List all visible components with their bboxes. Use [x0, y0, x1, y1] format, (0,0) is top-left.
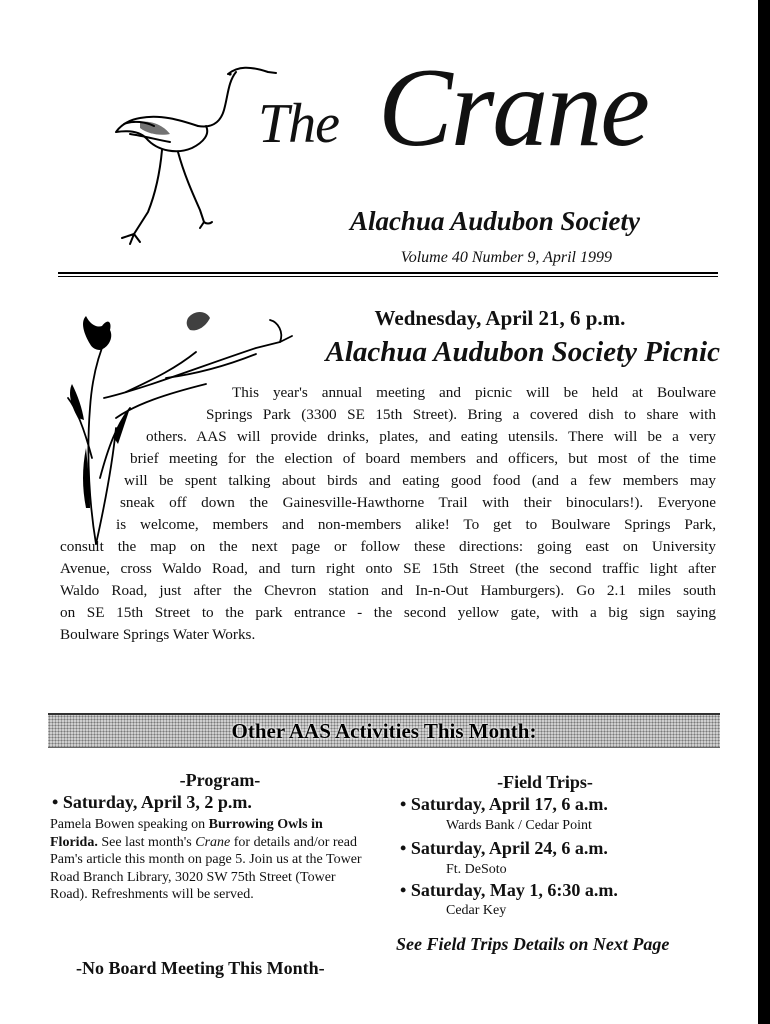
masthead-the: The: [258, 93, 339, 155]
masthead-rule: [58, 272, 718, 274]
program-desc-part-1: Pamela Bowen speaking on: [50, 817, 206, 832]
field-trip-place: Wards Bank / Cedar Point: [446, 818, 592, 833]
masthead-crane: Crane: [378, 46, 648, 170]
program-crane-ref: Crane: [195, 834, 231, 850]
page-edge-bar: [758, 0, 770, 1024]
field-trip-item: [400, 794, 608, 815]
article-line-9: Avenue, cross Waldo Road, and turn right onto SE 15th Street (the second traffic light after: [60, 560, 716, 577]
field-trip-date: Saturday, May 1, 6:30 a.m.: [410, 880, 618, 900]
field-trip-item: [400, 880, 618, 901]
program-desc-part-3: for details and/or read Pam's article this month on page 5. Join us at the Tower Road Branch Library, 3020 SW 75th Street (Tower Road). Refreshments will be served.: [50, 834, 362, 902]
article-line-1: This year's annual meeting and picnic will be held at Boulware: [232, 384, 716, 401]
program-description: [50, 816, 372, 904]
article-line-7: is welcome, members and non-members alike! To get to Boulware Springs Park,: [116, 516, 716, 533]
activities-banner: [48, 713, 720, 748]
article-line-4: brief meeting for the election of board members and officers, but most of the time: [130, 450, 716, 467]
field-trip-place: Ft. DeSoto: [446, 862, 507, 877]
bullet-icon: •: [400, 838, 411, 858]
field-trip-date: Saturday, April 24, 6 a.m.: [410, 838, 608, 858]
no-board-meeting: -No Board Meeting This Month-: [76, 958, 325, 978]
society-name: Alachua Audubon Society: [349, 206, 640, 236]
field-trips-heading: -Field Trips-: [497, 772, 593, 792]
event-title: Alachua Audubon Society Picnic: [325, 336, 720, 368]
bullet-icon: •: [400, 880, 411, 900]
article-line-11: on SE 15th Street to the park entrance - the second yellow gate, with a big sign saying: [60, 604, 716, 621]
program-item: [52, 792, 252, 813]
event-date: Wednesday, April 21, 6 p.m.: [374, 306, 626, 330]
article-line-2: Springs Park (3300 SE 15th Street). Bring a covered dish to share with: [206, 406, 716, 423]
program-heading: -Program-: [179, 770, 261, 790]
masthead-rule-thin: [58, 276, 718, 277]
article-line-6: sneak off down the Gainesville-Hawthorne Trail with their binoculars!). Everyone: [120, 494, 716, 511]
field-trip-place: Cedar Key: [446, 903, 507, 918]
activities-banner-title: Other AAS Activities This Month:: [231, 719, 537, 743]
program-desc-part-2: See last month's: [97, 834, 196, 850]
bullet-icon: •: [52, 792, 63, 812]
field-trip-date: Saturday, April 17, 6 a.m.: [410, 794, 608, 814]
bullet-icon: •: [400, 794, 411, 814]
field-trip-item: [400, 838, 608, 859]
article-line-8: consult the map on the next page or follow these directions: going east on University: [60, 538, 716, 555]
program-topic: Burrowing Owls in Florida.: [50, 817, 323, 850]
article-line-3: others. AAS will provide drinks, plates, and eating utensils. There will be a very: [146, 428, 716, 445]
article-line-12: Boulware Springs Water Works.: [60, 626, 256, 643]
program-item-date: Saturday, April 3, 2 p.m.: [62, 792, 252, 812]
article-line-10: Waldo Road, just after the Chevron station and In-n-Out Hamburgers). Go 2.1 miles south: [60, 582, 716, 599]
volume-info: Volume 40 Number 9, April 1999: [400, 249, 612, 266]
see-field-trip-details: See Field Trips Details on Next Page: [396, 934, 670, 954]
article-line-5: will be spent talking about birds and eating good food (and a few members may: [124, 472, 716, 489]
